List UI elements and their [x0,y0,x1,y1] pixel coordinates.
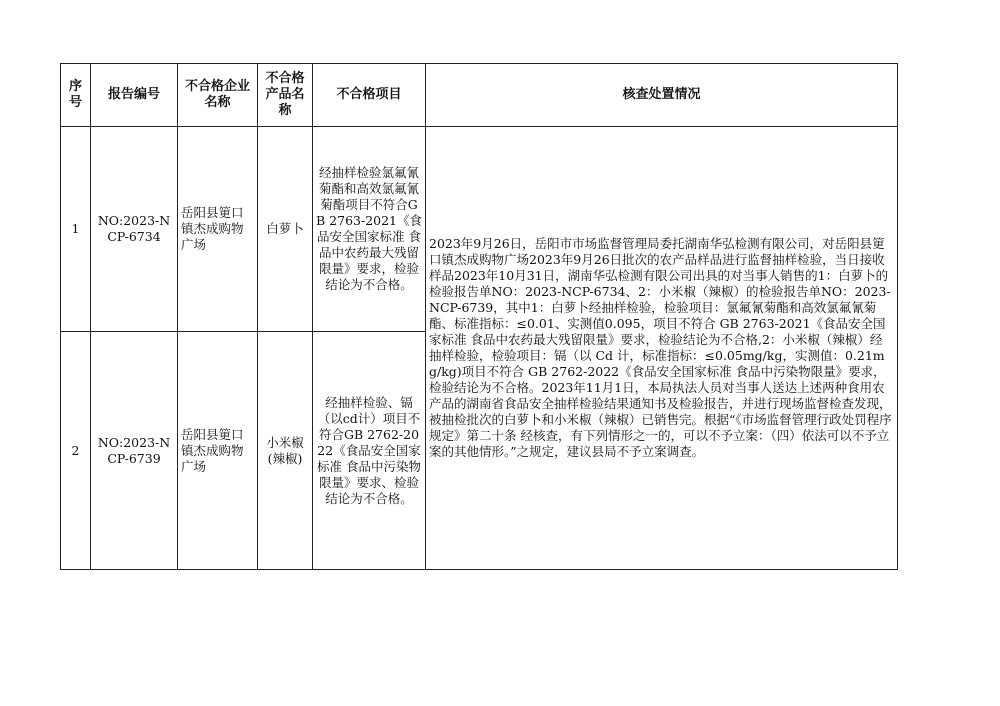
row-item: 经抽样检验氯氟氰菊酯和高效氯氟氰菊酯项目不符合GB 2763-2021《食品安全国家标准 食品中农药最大残留限量》要求，检验结论为不合格。 [313,127,426,332]
header-product: 不合格产品名称 [258,64,313,127]
handling-details: 2023年9月26日，岳阳市市场监督管理局委托湖南华弘检测有限公司，对岳阳县筻口镇杰成购物广场2023年9月26日批次的农产品样品进行监督抽样检验，当日接收样品2023年10月31日，湖南华弘检测有限公司出具的对当事人销售的1：白萝卜的检验报告单NO：2023-NCP-6734、2：小米椒（辣椒）的检验报告单NO：2023-NCP-6739，其中1：白萝卜经抽样检验，检验项目：氯氟氰菊酯和高效氯氟氰菊酯、标准指标：≤0.01、实测值0.095，项目不符合 GB 2763-2021《食品安全国家标准 食品中农药最大残留限量》要求，检验结论为不合格,2：小米椒（辣椒）经抽样检验，检验项目：镉（以 Cd 计，标准指标：≤0.05mg/kg，实测值：0.21mg/kg)项目不符合 GB 2762-2022《食品安全国家标准 食品中污染物限量》要求，检验结论为不合格。2023年11月1日，本局执法人员对当事人送达上述两种食用农产品的湖南省食品安全抽样检验结果通知书及检验报告，并进行现场监督检查发现，被抽检批次的白萝卜和小米椒（辣椒）已销售完。根据“《市场监督管理行政处罚程序规定》第二十条 经核查，有下列情形之一的，可以不予立案：（四）依法可以不予立案的其他情形。”之规定，建议县局不予立案调查。 [426,127,898,570]
row-item: 经抽样检验、镉（以cd计）项目不符合GB 2762-2022《食品安全国家标准 食品中污染物限量》要求、检验结论为不合格。 [313,332,426,570]
header-seq: 序号 [61,64,91,127]
row-report-no: NO:2023-NCP-6734 [91,127,178,332]
row-company: 岳阳县筻口镇杰成购物广场 [178,127,258,332]
row-product: 小米椒(辣椒) [258,332,313,570]
inspection-report-table [60,63,898,570]
table-row [61,127,898,332]
header-item: 不合格项目 [313,64,426,127]
header-report-no: 报告编号 [91,64,178,127]
row-company: 岳阳县筻口镇杰成购物广场 [178,332,258,570]
row-report-no: NO:2023-NCP-6739 [91,332,178,570]
header-handling: 核查处置情况 [426,64,898,127]
row-seq: 2 [61,332,91,570]
row-seq: 1 [61,127,91,332]
header-company: 不合格企业名称 [178,64,258,127]
row-product: 白萝卜 [258,127,313,332]
header-row [61,64,898,127]
